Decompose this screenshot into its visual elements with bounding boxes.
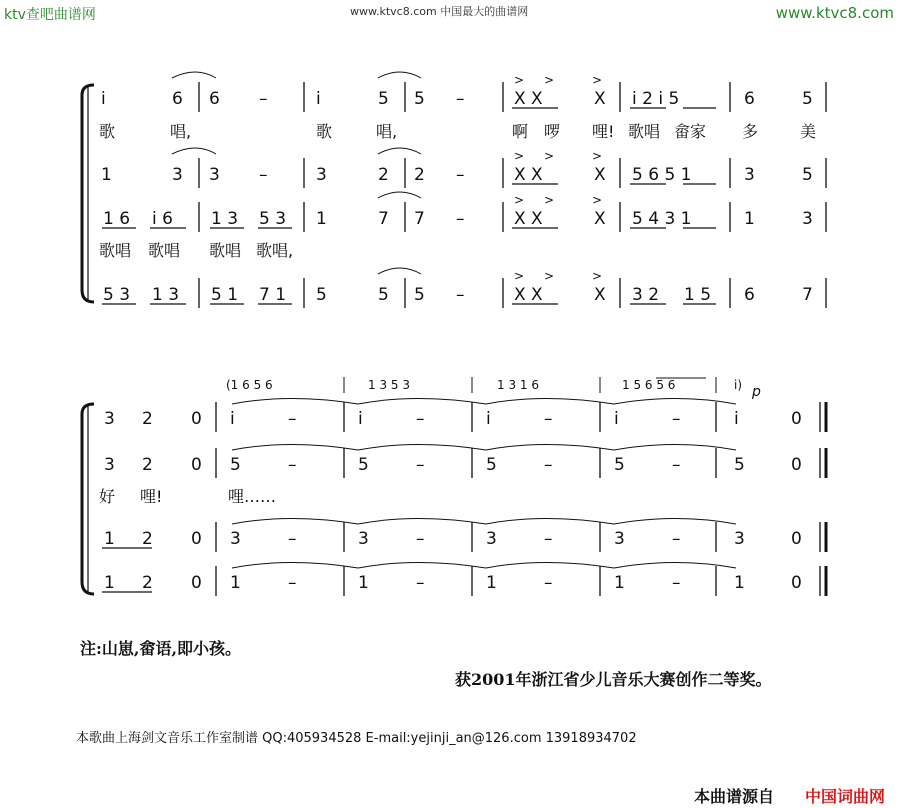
svg-text:–: – xyxy=(288,529,297,549)
svg-text:3: 3 xyxy=(734,529,745,549)
system2-part2 xyxy=(104,455,802,475)
svg-text:2: 2 xyxy=(378,165,389,185)
svg-text:>: > xyxy=(592,269,603,283)
award-note: 获2001年浙江省少儿音乐大赛创作二等奖。 xyxy=(455,670,772,689)
svg-text:1: 1 xyxy=(744,209,755,229)
svg-text:0: 0 xyxy=(791,573,802,593)
site-watermark-right: www.ktvc8.com xyxy=(775,4,894,22)
svg-text:–: – xyxy=(288,409,297,429)
svg-text:–: – xyxy=(456,285,465,305)
svg-text:0: 0 xyxy=(791,409,802,429)
svg-text:6: 6 xyxy=(744,89,755,109)
svg-text:–: – xyxy=(672,409,681,429)
svg-text:–: – xyxy=(288,573,297,593)
svg-text:5 1: 5 1 xyxy=(211,285,239,305)
svg-text:啰: 啰 xyxy=(544,122,561,141)
svg-text:1: 1 xyxy=(104,573,115,593)
svg-text:i: i xyxy=(734,409,739,429)
site-watermark-left: ktv查吧曲谱网 xyxy=(4,7,96,23)
svg-text:1 3: 1 3 xyxy=(211,209,239,229)
svg-text:3: 3 xyxy=(614,529,625,549)
system1-part4 xyxy=(103,285,813,305)
svg-text:5: 5 xyxy=(316,285,327,305)
svg-text:唱,: 唱, xyxy=(170,122,192,141)
svg-text:3: 3 xyxy=(209,165,220,185)
svg-text:哩!: 哩! xyxy=(592,122,615,141)
svg-text:0: 0 xyxy=(191,455,202,475)
svg-text:3: 3 xyxy=(172,165,183,185)
site-watermark-center: www.ktvc8.com 中国最大的曲谱网 xyxy=(350,5,529,18)
svg-text:5: 5 xyxy=(414,89,425,109)
svg-text:歌唱,: 歌唱, xyxy=(256,241,294,260)
svg-text:5: 5 xyxy=(802,89,813,109)
svg-text:>: > xyxy=(514,73,525,87)
svg-text:i: i xyxy=(316,89,321,109)
svg-text:–: – xyxy=(456,89,465,109)
svg-text:i: i xyxy=(358,409,363,429)
svg-text:X: X xyxy=(594,165,606,185)
svg-text:–: – xyxy=(259,165,268,185)
svg-text:5 3: 5 3 xyxy=(103,285,131,305)
svg-text:p: p xyxy=(752,384,761,400)
credit-line: 本歌曲上海剑文音乐工作室制谱 QQ:405934528 E-mail:yejinji_an@126.com 13918934702 xyxy=(76,731,637,746)
svg-text:1 5: 1 5 xyxy=(684,285,712,305)
svg-text:1: 1 xyxy=(734,573,745,593)
svg-text:0: 0 xyxy=(791,529,802,549)
svg-text:畲家: 畲家 xyxy=(674,122,707,141)
svg-text:3: 3 xyxy=(802,209,813,229)
svg-text:1: 1 xyxy=(358,573,369,593)
svg-text:1: 1 xyxy=(104,529,115,549)
svg-text:–: – xyxy=(544,455,553,475)
svg-text:3: 3 xyxy=(316,165,327,185)
svg-text:歌: 歌 xyxy=(99,122,116,141)
brand-logo-text: 中国词曲网 xyxy=(805,787,886,806)
svg-text:6: 6 xyxy=(172,89,183,109)
svg-text:>: > xyxy=(544,193,555,207)
svg-text:i: i xyxy=(101,89,106,109)
svg-text:6: 6 xyxy=(744,285,755,305)
svg-text:–: – xyxy=(544,529,553,549)
svg-text:i 2 i 5: i 2 i 5 xyxy=(632,89,680,109)
svg-text:好: 好 xyxy=(99,487,116,506)
svg-text:6: 6 xyxy=(209,89,220,109)
beams-system1 xyxy=(102,108,716,304)
svg-text:>: > xyxy=(544,149,555,163)
svg-text:唱,: 唱, xyxy=(376,122,398,141)
svg-text:>: > xyxy=(514,193,525,207)
barlines-system2 xyxy=(216,402,716,596)
svg-text:3: 3 xyxy=(744,165,755,185)
svg-text:X: X xyxy=(594,89,606,109)
svg-text:–: – xyxy=(288,455,297,475)
svg-text:–: – xyxy=(456,209,465,229)
svg-text:1: 1 xyxy=(486,573,497,593)
ties-system2 xyxy=(232,399,736,569)
svg-text:X X: X X xyxy=(514,285,543,305)
svg-text:>: > xyxy=(514,149,525,163)
svg-text:3: 3 xyxy=(104,409,115,429)
svg-text:i): i) xyxy=(734,378,743,392)
svg-text:啊: 啊 xyxy=(512,122,529,141)
svg-text:5: 5 xyxy=(414,285,425,305)
svg-text:2: 2 xyxy=(142,573,153,593)
svg-text:1: 1 xyxy=(230,573,241,593)
svg-text:1 6: 1 6 xyxy=(103,209,131,229)
svg-text:–: – xyxy=(672,529,681,549)
svg-text:3: 3 xyxy=(104,455,115,475)
svg-text:3: 3 xyxy=(230,529,241,549)
barlines-system1 xyxy=(199,82,826,308)
svg-text:5 4 3 1: 5 4 3 1 xyxy=(632,209,692,229)
svg-text:5: 5 xyxy=(378,89,389,109)
svg-text:>: > xyxy=(514,269,525,283)
svg-text:i: i xyxy=(486,409,491,429)
svg-text:歌唱: 歌唱 xyxy=(99,241,132,260)
svg-text:多: 多 xyxy=(742,122,759,141)
svg-text:7: 7 xyxy=(378,209,389,229)
svg-text:0: 0 xyxy=(791,455,802,475)
svg-text:0: 0 xyxy=(191,529,202,549)
svg-text:2: 2 xyxy=(414,165,425,185)
system1-lyric3 xyxy=(99,241,293,260)
svg-text:1 5 6 5 6: 1 5 6 5 6 xyxy=(622,378,676,392)
svg-text:–: – xyxy=(456,165,465,185)
svg-text:i 6: i 6 xyxy=(152,209,173,229)
svg-text:5 3: 5 3 xyxy=(259,209,287,229)
svg-text:5: 5 xyxy=(230,455,241,475)
svg-text:X X: X X xyxy=(514,89,543,109)
svg-text:5: 5 xyxy=(614,455,625,475)
svg-text:>: > xyxy=(544,269,555,283)
svg-text:–: – xyxy=(544,573,553,593)
source-label: 本曲谱源自 xyxy=(694,787,775,806)
svg-text:–: – xyxy=(416,409,425,429)
svg-text:X X: X X xyxy=(514,165,543,185)
svg-text:X X: X X xyxy=(514,209,543,229)
svg-text:1: 1 xyxy=(614,573,625,593)
system1-lyric1 xyxy=(99,122,816,141)
svg-text:哩……: 哩…… xyxy=(228,487,277,506)
svg-text:3: 3 xyxy=(486,529,497,549)
svg-text:1: 1 xyxy=(101,165,112,185)
svg-text:5 6 5 1: 5 6 5 1 xyxy=(632,165,692,185)
svg-text:歌唱: 歌唱 xyxy=(628,122,661,141)
svg-text:7: 7 xyxy=(414,209,425,229)
svg-text:歌唱: 歌唱 xyxy=(209,241,242,260)
svg-text:X: X xyxy=(594,209,606,229)
svg-text:哩!: 哩! xyxy=(140,487,163,506)
svg-text:2: 2 xyxy=(142,529,153,549)
svg-text:美: 美 xyxy=(800,122,817,141)
system2-cue xyxy=(226,378,761,400)
svg-text:–: – xyxy=(672,455,681,475)
system1-part1 xyxy=(101,89,813,109)
svg-text:1 3 1 6: 1 3 1 6 xyxy=(497,378,539,392)
svg-text:1: 1 xyxy=(316,209,327,229)
svg-text:5: 5 xyxy=(734,455,745,475)
svg-text:歌: 歌 xyxy=(316,122,333,141)
svg-text:–: – xyxy=(416,455,425,475)
svg-text:3: 3 xyxy=(358,529,369,549)
svg-text:7 1: 7 1 xyxy=(259,285,287,305)
system1-part3 xyxy=(103,209,813,229)
footnote: 注:山崽,畲语,即小孩。 xyxy=(80,639,242,658)
system1-part2 xyxy=(101,165,813,185)
final-barlines xyxy=(820,402,826,596)
svg-text:0: 0 xyxy=(191,573,202,593)
svg-text:–: – xyxy=(416,529,425,549)
svg-text:i: i xyxy=(614,409,619,429)
svg-text:>: > xyxy=(592,193,603,207)
svg-text:>: > xyxy=(544,73,555,87)
svg-text:X: X xyxy=(594,285,606,305)
system2-part1 xyxy=(104,409,802,429)
svg-text:1 3: 1 3 xyxy=(152,285,180,305)
system2-lyric xyxy=(99,487,276,506)
svg-text:–: – xyxy=(672,573,681,593)
svg-text:–: – xyxy=(416,573,425,593)
svg-text:5: 5 xyxy=(486,455,497,475)
svg-text:i: i xyxy=(230,409,235,429)
svg-text:歌唱: 歌唱 xyxy=(148,241,181,260)
svg-text:5: 5 xyxy=(358,455,369,475)
system2-part4 xyxy=(104,573,802,593)
svg-text:(1 6 5 6: (1 6 5 6 xyxy=(226,378,273,392)
svg-text:5: 5 xyxy=(802,165,813,185)
svg-text:–: – xyxy=(259,89,268,109)
svg-text:0: 0 xyxy=(191,409,202,429)
system2-part3 xyxy=(104,529,802,549)
svg-text:2: 2 xyxy=(142,409,153,429)
svg-text:5: 5 xyxy=(378,285,389,305)
svg-text:3 2: 3 2 xyxy=(632,285,660,305)
svg-text:–: – xyxy=(544,409,553,429)
svg-text:>: > xyxy=(592,73,603,87)
svg-text:1 3 5 3: 1 3 5 3 xyxy=(368,378,410,392)
svg-text:>: > xyxy=(592,149,603,163)
svg-text:2: 2 xyxy=(142,455,153,475)
svg-text:7: 7 xyxy=(802,285,813,305)
